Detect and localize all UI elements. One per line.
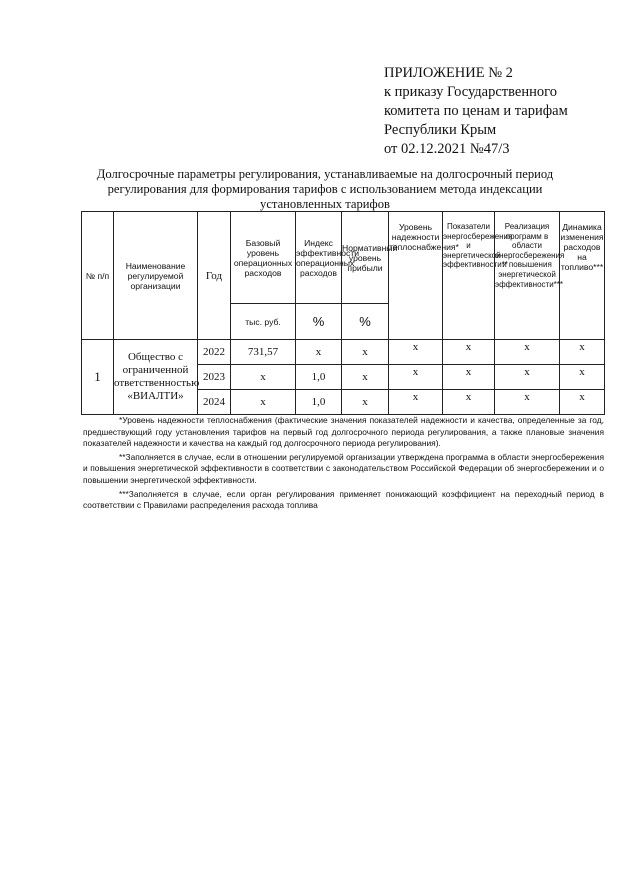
base-opex-cell: x [231, 390, 296, 415]
reliability-cell: x [389, 340, 443, 365]
footnote-energy-program: **Заполняется в случае, если в отношении регулируемой организации утверждена программа в области энергосбережения и повышения энергетической эффективности в соответствии с законодательством Российской Федерации об энергосбережении и о повышении энергетической эффективности. [83, 451, 604, 485]
appendix-header [384, 64, 624, 159]
title-line-2: регулирования для формирования тарифов с использованием метода индексации [107, 182, 543, 196]
appendix-number: ПРИЛОЖЕНИЕ № 2 [384, 65, 513, 81]
unit-base-opex: тыс. руб. [231, 304, 296, 340]
unit-efficiency-index: % [296, 304, 342, 340]
fuel-dynamics-cell: x [560, 340, 605, 365]
energy-programs-cell: x [495, 340, 560, 365]
appendix-date-line: от 02.12.2021 №47/3 [384, 141, 510, 157]
title-line-3: установленных тарифов [260, 197, 390, 211]
header-fuel-dynamics: Динамика изменения расходов на топливо*** [560, 212, 605, 340]
appendix-order-line: к приказу Государственного [384, 84, 557, 100]
year-cell: 2024 [198, 390, 231, 415]
header-reliability: Уровень надежности теплоснабжения* [389, 212, 443, 340]
energy-indicators-cell: x [443, 365, 495, 390]
document-title [90, 167, 560, 212]
year-cell: 2022 [198, 340, 231, 365]
header-energy-programs: Реализация программ в области энергосбережения и повышения энергетической эффективности*** [495, 212, 560, 340]
base-opex-cell: 731,57 [231, 340, 296, 365]
energy-programs-cell: x [495, 365, 560, 390]
normative-profit-cell: x [342, 390, 389, 415]
efficiency-index-cell: 1,0 [296, 390, 342, 415]
energy-indicators-cell: x [443, 340, 495, 365]
row-number: 1 [82, 340, 114, 415]
reliability-cell: x [389, 390, 443, 415]
footnotes [83, 415, 604, 514]
energy-programs-cell: x [495, 390, 560, 415]
organization-name: Общество с ограниченной ответственностью «ВИАЛТИ» [114, 340, 198, 415]
header-energy-indicators: Показатели энергосбережения и энергетической эффективности** [443, 212, 495, 340]
energy-indicators-cell: x [443, 390, 495, 415]
regulation-parameters-table [81, 211, 605, 415]
header-efficiency-index: Индекс эффективности операционных расходов [296, 212, 342, 304]
header-year: Год [198, 212, 231, 340]
fuel-dynamics-cell: x [560, 365, 605, 390]
header-base-opex: Базовый уровень операционных расходов [231, 212, 296, 304]
fuel-dynamics-cell: x [560, 390, 605, 415]
footnote-fuel: ***Заполняется в случае, если орган регулирования применяет понижающий коэффициент на переходный период в соответствии с Правилами распределения расхода топлива [83, 488, 604, 511]
header-normative-profit: Нормативный уровень прибыли [342, 212, 389, 304]
header-org: Наименование регулируемой организации [114, 212, 198, 340]
header-num: № п/п [82, 212, 114, 340]
normative-profit-cell: x [342, 365, 389, 390]
efficiency-index-cell: x [296, 340, 342, 365]
footnote-reliability: *Уровень надежности теплоснабжения (фактические значения показателей надежности и качества, определенные за год, предшествующий году установления тарифов на первый год долгосрочного периода регулирования, а также плановые значения показателей надежности и качества на каждый год долгосрочного периода регулирования). [83, 415, 604, 449]
year-cell: 2023 [198, 365, 231, 390]
base-opex-cell: x [231, 365, 296, 390]
appendix-republic-line: Республики Крым [384, 122, 497, 138]
table-row [82, 340, 605, 365]
efficiency-index-cell: 1,0 [296, 365, 342, 390]
normative-profit-cell: x [342, 340, 389, 365]
title-line-1: Долгосрочные параметры регулирования, устанавливаемые на долгосрочный период [96, 167, 554, 181]
reliability-cell: x [389, 365, 443, 390]
unit-normative-profit: % [342, 304, 389, 340]
appendix-committee-line: комитета по ценам и тарифам [384, 103, 568, 119]
